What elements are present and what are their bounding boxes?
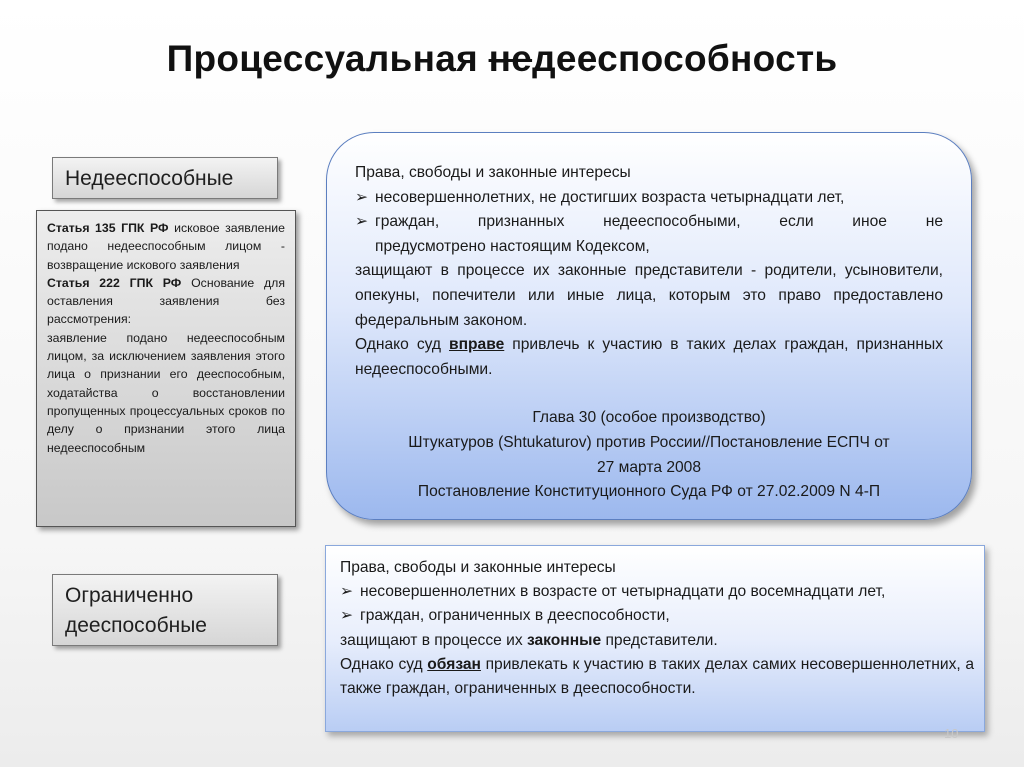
article-135-text: исковое заявление подано недееспособным лицом - возвращение искового заявления <box>47 221 285 272</box>
ref-echr: Штукатуров (Shtukaturov) против России//Постановление ЕСПЧ от <box>408 433 890 451</box>
keyword-must: обязан <box>427 655 481 673</box>
limited-protect: защищают в процессе их законные представители. <box>340 631 718 649</box>
title-prefix: Процессуальная <box>166 38 489 79</box>
bullet-arrow-icon: ➢ <box>340 607 354 625</box>
bullet-arrow-icon: ➢ <box>340 583 354 601</box>
title-rest: дееспособность <box>532 38 838 79</box>
limited-court: Однако суд обязан привлекать к участию в таких делах самих несовершеннолетних, а также граждан, ограниченных в дееспособности. <box>340 655 974 698</box>
incapable-intro: Права, свободы и законные интересы <box>355 164 631 181</box>
article-222-heading: Статья 222 ГПК РФ <box>47 275 182 290</box>
limited-rights-box <box>325 545 985 732</box>
bullet-arrow-icon: ➢ <box>355 188 369 206</box>
article-135-heading: Статья 135 ГПК РФ <box>47 221 169 235</box>
limited-bullet-1: ➢ несовершеннолетних в возрасте от четырнадцати до восемнадцати лет, <box>340 580 974 604</box>
incapable-bullet-2: ➢ граждан, признанных недееспособными, если иное не <box>355 210 943 235</box>
label-limited: Ограниченно дееспособные <box>52 574 278 646</box>
page-title <box>0 38 1004 80</box>
ref-echr-date: 27 марта 2008 <box>596 458 702 476</box>
ref-chapter-30: Глава 30 (особое производство) <box>532 409 766 427</box>
keyword-legal: законные <box>526 631 602 649</box>
limited-bullet-2: ➢ граждан, ограниченных в дееспособности, <box>340 604 974 628</box>
page-number: 10 <box>944 726 959 741</box>
incapable-rights-box <box>326 132 972 520</box>
title-struck-prefix: не <box>488 38 533 79</box>
limited-intro: Права, свободы и законные интересы <box>340 559 616 576</box>
article-box <box>36 210 296 527</box>
label-incapable: Недееспособные <box>52 157 278 199</box>
article-222-body: заявление подано недееспособным лицом, за исключением заявления этого лица о признании его дееспособным, ходатайства о восстановлении пропущенных процессуальных сроков по делу о признании этого лица недееспособным <box>47 330 285 455</box>
incapable-bullet-1: ➢ несовершеннолетних, не достигших возраста четырнадцати лет, <box>355 186 943 211</box>
keyword-may: вправе <box>449 336 505 354</box>
bullet-arrow-icon: ➢ <box>355 213 369 231</box>
incapable-bullet-2-cont: предусмотрено настоящим Кодексом, <box>375 237 650 255</box>
ref-constitutional-court: Постановление Конституционного Суда РФ от 27.02.2009 N 4-П <box>417 483 881 501</box>
article-222-text: Основание для оставления заявления без рассмотрения: <box>47 275 285 327</box>
incapable-protect: защищают в процессе их законные представители - родители, усыновители, опекуны, попечители или иные лица, которым это право предоставлено федеральным законом. <box>355 262 943 329</box>
incapable-court: Однако суд вправе привлечь к участию в таких делах граждан, признанных недееспособными. <box>355 336 944 378</box>
